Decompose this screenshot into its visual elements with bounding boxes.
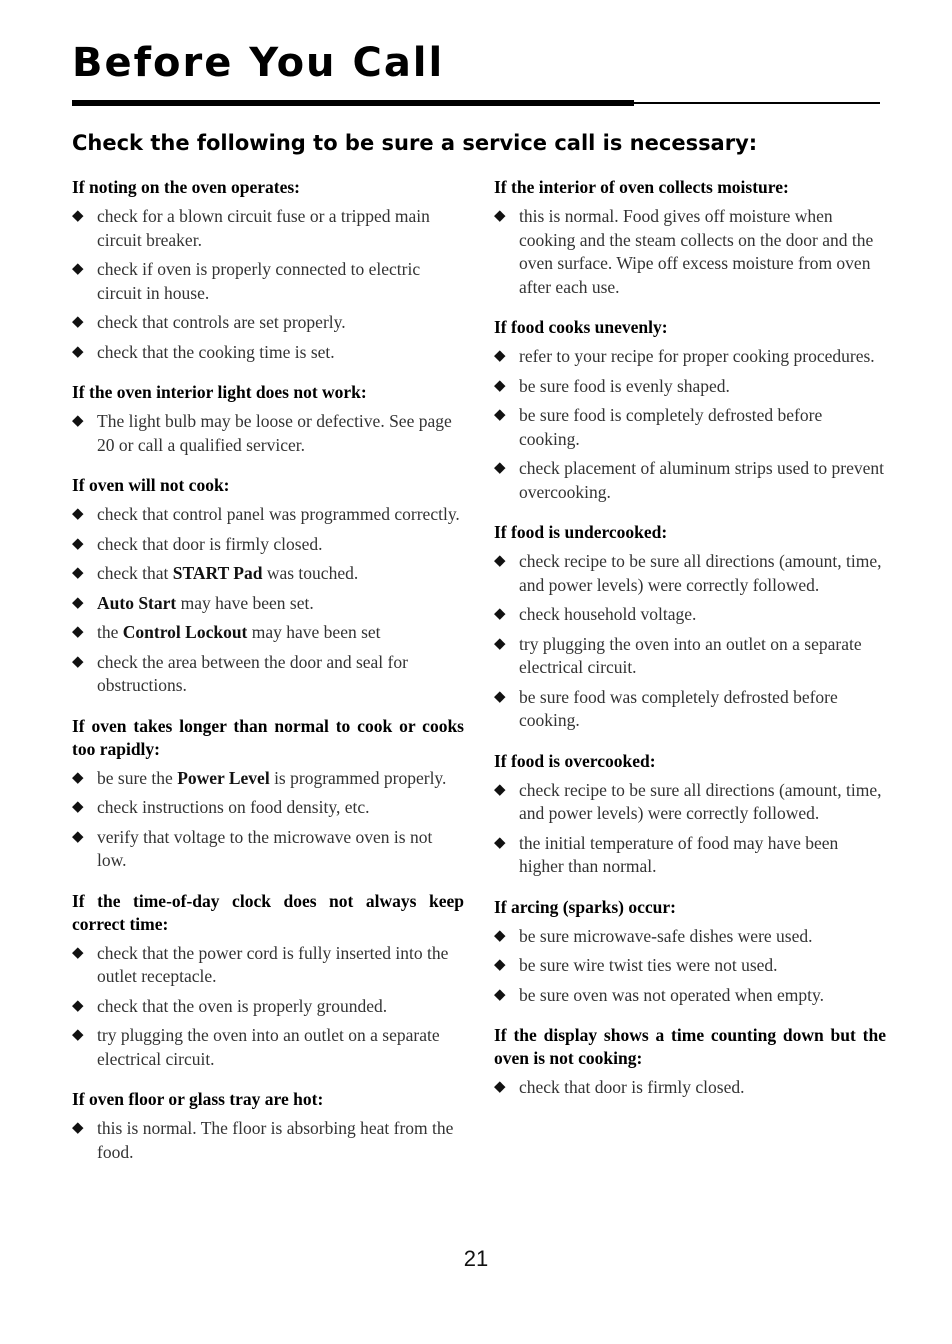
bullet-item	[72, 621, 464, 645]
bullet-item	[72, 258, 464, 305]
item-text: try plugging the oven into an outlet on a separate electrical circuit.	[97, 1025, 440, 1069]
diamond-bullet-icon: ◆	[72, 535, 84, 552]
bullet-item	[72, 767, 464, 791]
diamond-bullet-icon: ◆	[72, 1027, 84, 1043]
item-text: be sure the	[97, 767, 178, 788]
bullet-item	[494, 550, 886, 597]
title-rule-thick	[72, 100, 634, 106]
troubleshoot-section-if-food-is-undercooked	[494, 521, 886, 733]
item-text: check that controls are set properly.	[97, 312, 346, 332]
diamond-bullet-icon: ◆	[72, 828, 84, 845]
diamond-bullet-icon: ◆	[494, 688, 506, 705]
item-text: may have been set	[247, 622, 381, 642]
item-text: check if oven is properly connected to electric circuit in house.	[97, 259, 421, 303]
diamond-bullet-icon: ◆	[494, 927, 506, 944]
bullet-list	[494, 1076, 886, 1100]
item-text: check that the oven is properly grounded.	[97, 995, 388, 1016]
bullet-item	[494, 633, 886, 680]
section-heading: If food is undercooked:	[494, 522, 668, 542]
bold-term: Auto Start	[97, 592, 177, 613]
bullet-item	[494, 779, 886, 826]
bullet-item	[72, 592, 464, 616]
bullet-item	[72, 826, 464, 873]
bullet-item	[72, 562, 464, 586]
diamond-bullet-icon: ◆	[72, 769, 84, 786]
bullet-list	[72, 767, 464, 873]
item-text: check that	[97, 563, 173, 583]
item-text: be sure food was completely defrosted before cooking.	[519, 686, 838, 730]
bold-term: START Pad	[172, 563, 263, 583]
diamond-bullet-icon: ◆	[72, 208, 84, 224]
item-text: try plugging the oven into an outlet on a separate electrical circuit.	[519, 633, 862, 677]
bullet-list	[494, 925, 886, 1008]
diamond-bullet-icon: ◆	[72, 506, 84, 522]
troubleshoot-section-if-the-display-shows-a-time-counting-dow	[494, 1024, 886, 1100]
item-text: The light bulb may be loose or defective. See page 20 or call a qualified servicer.	[97, 411, 452, 455]
diamond-bullet-icon: ◆	[72, 944, 84, 961]
bullet-item	[494, 375, 886, 399]
section-heading: If oven takes longer than normal to cook or cooks too rapidly:	[72, 715, 464, 759]
right-column	[494, 176, 886, 1117]
item-text: the	[97, 622, 123, 642]
diamond-bullet-icon: ◆	[72, 314, 84, 330]
diamond-bullet-icon: ◆	[72, 624, 84, 640]
troubleshoot-section-if-the-oven-interior-light-does-not-work	[72, 381, 464, 457]
diamond-bullet-icon: ◆	[494, 781, 506, 798]
bullet-item	[494, 205, 886, 299]
troubleshoot-section-if-food-cooks-unevenly	[494, 316, 886, 504]
diamond-bullet-icon: ◆	[494, 986, 506, 1003]
bullet-item	[494, 984, 886, 1008]
bullet-item	[72, 341, 464, 365]
bullet-item	[494, 404, 886, 451]
item-text: check that the power cord is fully inserted into the outlet receptacle.	[97, 942, 449, 986]
diamond-bullet-icon: ◆	[494, 407, 506, 423]
bullet-list	[72, 1117, 464, 1164]
bold-term: Control Lockout	[122, 622, 248, 642]
section-heading: If the interior of oven collects moisture:	[494, 177, 789, 197]
bullet-item	[72, 942, 464, 989]
left-column	[72, 176, 464, 1181]
page-number: 21	[463, 1246, 489, 1271]
item-text: the initial temperature of food may have been higher than normal.	[519, 832, 839, 876]
troubleshoot-section-if-noting-on-the-oven-operates	[72, 176, 464, 364]
bold-term: Power Level	[177, 767, 270, 788]
title-rule-thin	[634, 102, 880, 104]
item-text: was touched.	[262, 563, 359, 583]
bullet-item	[494, 954, 886, 978]
troubleshoot-section-if-the-interior-of-oven-collects-moistur	[494, 176, 886, 299]
section-heading: If arcing (sparks) occur:	[494, 896, 676, 917]
section-heading: If oven will not cook:	[72, 475, 230, 495]
item-text: check that door is firmly closed.	[519, 1077, 745, 1097]
bullet-list	[72, 503, 464, 698]
diamond-bullet-icon: ◆	[72, 413, 84, 429]
diamond-bullet-icon: ◆	[72, 565, 84, 581]
item-text: check household voltage.	[519, 604, 697, 624]
item-text: check instructions on food density, etc.	[97, 797, 370, 817]
item-text: check that door is firmly closed.	[97, 533, 323, 554]
bullet-item	[72, 1117, 464, 1164]
troubleshoot-section-if-arcing-sparks-occur	[494, 896, 886, 1008]
bullet-item	[72, 503, 464, 527]
diamond-bullet-icon: ◆	[72, 594, 84, 611]
item-text: this is normal. Food gives off moisture when cooking and the steam collects on the door and the oven surface. Wipe off excess moisture from oven after each use.	[519, 206, 874, 297]
diamond-bullet-icon: ◆	[72, 997, 84, 1014]
bullet-list	[494, 550, 886, 733]
item-text: check that control panel was programmed correctly.	[97, 504, 460, 524]
page-subtitle: Check the following to be sure a service call is necessary:	[72, 131, 758, 155]
item-text: is programmed properly.	[269, 767, 447, 788]
troubleshoot-section-if-oven-will-not-cook	[72, 474, 464, 698]
troubleshoot-section-if-oven-takes-longer-than-normal-to-cook	[72, 715, 464, 873]
troubleshoot-section-if-the-time-of-day-clock-does-not-always	[72, 890, 464, 1072]
section-heading: If noting on the oven operates:	[72, 177, 300, 197]
item-text: be sure wire twist ties were not used.	[519, 955, 778, 975]
diamond-bullet-icon: ◆	[494, 377, 506, 394]
section-heading: If the display shows a time counting down but the oven is not cooking:	[494, 1025, 886, 1068]
diamond-bullet-icon: ◆	[494, 957, 506, 973]
section-heading: If oven floor or glass tray are hot:	[72, 1089, 324, 1109]
item-text: check placement of aluminum strips used to prevent overcooking.	[519, 458, 884, 502]
item-text: check that the cooking time is set.	[97, 341, 335, 362]
diamond-bullet-icon: ◆	[72, 799, 84, 815]
item-text: check for a blown circuit fuse or a tripped main circuit breaker.	[97, 206, 430, 250]
bullet-item	[72, 995, 464, 1019]
item-text: be sure food is evenly shaped.	[519, 375, 730, 396]
bullet-item	[494, 603, 886, 627]
diamond-bullet-icon: ◆	[494, 348, 506, 364]
bullet-item	[494, 1076, 886, 1100]
bullet-item	[72, 651, 464, 698]
item-text: refer to your recipe for proper cooking procedures.	[519, 346, 875, 366]
diamond-bullet-icon: ◆	[494, 1079, 506, 1095]
item-text: be sure oven was not operated when empty.	[519, 984, 825, 1005]
bullet-item	[72, 533, 464, 557]
bullet-list	[72, 205, 464, 364]
item-text: verify that voltage to the microwave oven is not low.	[97, 826, 433, 870]
item-text: this is normal. The floor is absorbing heat from the food.	[97, 1118, 454, 1162]
bullet-list	[72, 410, 464, 457]
diamond-bullet-icon: ◆	[72, 653, 84, 670]
troubleshoot-section-if-oven-floor-or-glass-tray-are-hot	[72, 1088, 464, 1164]
section-heading: If the oven interior light does not work:	[72, 382, 367, 402]
item-text: check recipe to be sure all directions (amount, time, and power levels) were correctly followed.	[519, 551, 882, 595]
diamond-bullet-icon: ◆	[494, 460, 506, 476]
bullet-item	[72, 1024, 464, 1071]
bullet-item	[72, 796, 464, 820]
bullet-item	[494, 925, 886, 949]
bullet-item	[72, 410, 464, 457]
section-heading: If food cooks unevenly:	[494, 317, 668, 337]
diamond-bullet-icon: ◆	[72, 1120, 84, 1136]
item-text: be sure food is completely defrosted before cooking.	[519, 405, 823, 449]
page-title: Before You Call	[72, 40, 445, 86]
bullet-item	[494, 345, 886, 369]
diamond-bullet-icon: ◆	[494, 553, 506, 569]
item-text: check the area between the door and seal for obstructions.	[97, 651, 408, 695]
item-text: may have been set.	[176, 592, 314, 613]
diamond-bullet-icon: ◆	[494, 606, 506, 622]
bullet-item	[72, 205, 464, 252]
diamond-bullet-icon: ◆	[72, 343, 84, 360]
bullet-item	[72, 311, 464, 335]
troubleshoot-section-if-food-is-overcooked	[494, 750, 886, 879]
bullet-item	[494, 457, 886, 504]
diamond-bullet-icon: ◆	[494, 635, 506, 652]
item-text: check recipe to be sure all directions (amount, time, and power levels) were correctly followed.	[519, 779, 882, 823]
bullet-list	[494, 779, 886, 879]
bullet-list	[494, 345, 886, 504]
bullet-item	[494, 686, 886, 733]
bullet-list	[494, 205, 886, 299]
bullet-item	[494, 832, 886, 879]
diamond-bullet-icon: ◆	[494, 834, 506, 851]
diamond-bullet-icon: ◆	[494, 208, 506, 224]
section-heading: If food is overcooked:	[494, 750, 656, 771]
diamond-bullet-icon: ◆	[72, 261, 84, 277]
item-text: be sure microwave-safe dishes were used.	[519, 925, 813, 946]
bullet-list	[72, 942, 464, 1072]
section-heading: If the time-of-day clock does not always keep correct time:	[72, 890, 464, 934]
